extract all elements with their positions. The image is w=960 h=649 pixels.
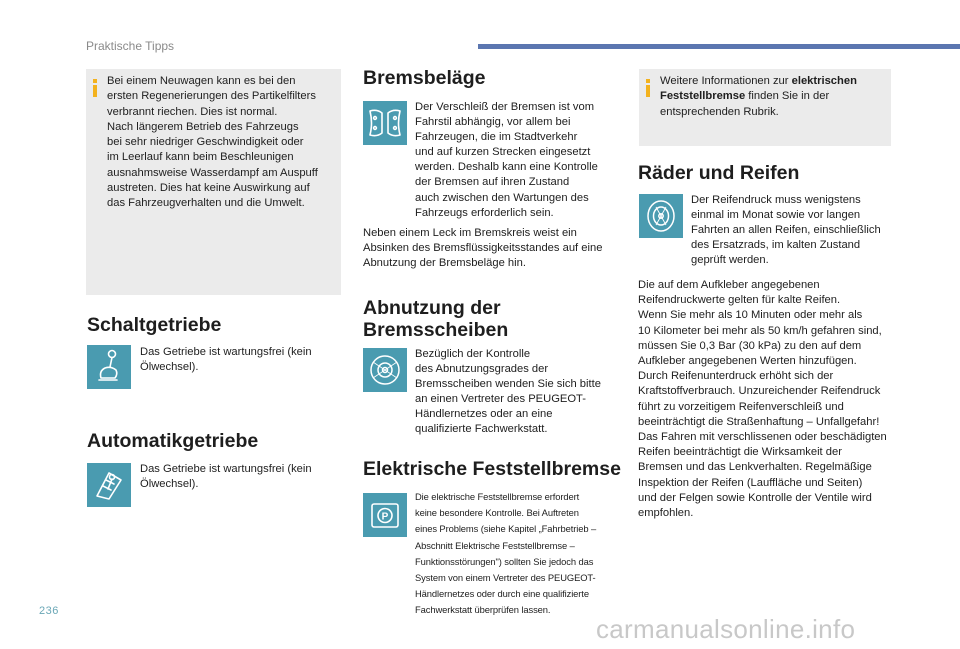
schaltgetriebe-text: Das Getriebe ist wartungsfrei (kein Ölwechsel). — [140, 346, 312, 374]
info-icon — [646, 79, 650, 97]
raeder-body: Die auf dem Aufkleber angegebenen Reifendruckwerte gelten für kalte Reifen. Wenn Sie mehr als 10 Minuten oder mehr als 10 Kilometer bei mehr als 50 km/h gefahren sind, müssen Sie 0,3 Bar (30 kPa) zu den auf dem Aufkleber angegebenen Werten hinzufügen. Durch Reifenunterdruck erhöht sich der Kraftstoffverbrauch. Unzureichender Reifendruck führt zu vorzeitigem Reifenverschleiß und beeinträchtigt die Straßenhaftung – Unfallgefahr! Das Fahren mit verschlissenen oder beschädigten Reifen beeinträchtigt die Wirksamkeit der Bremsen und das Lenkverhalten. Regelmäßige Inspektion der Reifen (Lauffläche und Seiten) und der Felgen sowie Kontrolle der Ventile wird empfohlen. — [638, 279, 887, 520]
heading-raeder-reifen: Räder und Reifen — [638, 162, 800, 184]
watermark: carmanualsonline.info — [596, 614, 856, 644]
page-number: 236 — [39, 605, 59, 617]
brake-pads-icon — [363, 101, 407, 145]
info-text-bold: elektrischen — [791, 75, 857, 87]
automatic-gearbox-icon — [87, 463, 131, 507]
electric-parking-brake-icon — [363, 493, 407, 537]
bremsbelaege-icon-text: Der Verschleiß der Bremsen ist vom Fahrstil abhängig, vor allem bei Fahrzeugen, die im Stadtverkehr und auf kurzen Strecken eingesetzt werden. Deshalb kann eine Kontrolle der Bremsen auf ihren Zustand auch zwischen den Wartungen des Fahrzeugs erforderlich sein. — [415, 101, 598, 219]
heading-bremsscheiben-line2: Bremsscheiben — [363, 319, 509, 341]
bremsscheiben-icon-text: Bezüglich der Kontrolle des Abnutzungsgrades der Bremsscheiben wenden Sie sich bitte an einen Vertreter des PEUGEOT- Händlernetzes oder an eine qualifizierte Fachwerkstatt. — [415, 348, 601, 436]
automatikgetriebe-text: Das Getriebe ist wartungsfrei (kein Ölwechsel). — [140, 463, 312, 491]
svg-text:P: P — [381, 511, 389, 523]
heading-automatikgetriebe: Automatikgetriebe — [87, 430, 259, 452]
brake-disc-icon — [363, 348, 407, 392]
tyre-icon — [639, 194, 683, 238]
heading-bremsbelaege: Bremsbeläge — [363, 67, 486, 89]
info-box-parking-brake — [639, 69, 891, 146]
feststellbremse-icon-text: Die elektrische Feststellbremse erfordert keine besondere Kontrolle. Bei Auftreten eines Problems (siehe Kapitel „Fahrbetrieb – Abschnitt Elektrische Feststellbremse – Funktionsstörungen") sollten Sie jedoch das System von einem Vertreter des PEUGEOT- Händlernetzes oder durch eine qualifizierte Fachwerkstatt überprüfen lassen. — [415, 491, 597, 616]
bremsbelaege-body: Neben einem Leck im Bremskreis weist ein Absinken des Bremsflüssigkeitsstandes auf eine Abnutzung der Bremsbeläge hin. — [363, 227, 603, 270]
info-text: Bei einem Neuwagen kann es bei den ersten Regenerierungen des Partikelfilters verbrannt riechen. Dies ist normal. Nach längerem Betrieb des Fahrzeugs bei sehr niedriger Geschwindigkeit oder im Leerlauf kann beim Beschleunigen ausnahmsweise Wasserdampf am Auspuff austreten. Dies hat keine Auswirkung auf das Fahrzeugverhalten und die Umwelt. — [107, 75, 318, 210]
header-bar — [478, 44, 960, 49]
info-text-part: finden Sie in der entsprechenden Rubrik. — [660, 90, 830, 118]
info-text-bold: Feststellbremse — [660, 90, 746, 103]
info-icon — [93, 79, 97, 97]
heading-feststellbremse: Elektrische Feststellbremse — [363, 458, 621, 480]
info-text-part: Weitere Informationen zur — [660, 75, 792, 87]
heading-bremsscheiben — [363, 297, 508, 341]
raeder-icon-text: Der Reifendruck muss wenigstens einmal im Monat sowie vor langen Fahrten an allen Reifen, einschließlich des Ersatzrads, im kalten Zustand geprüft werden. — [691, 194, 881, 267]
section-title: Praktische Tipps — [86, 39, 175, 53]
heading-bremsscheiben-line1: Abnutzung der — [363, 297, 501, 319]
heading-schaltgetriebe: Schaltgetriebe — [87, 314, 222, 336]
info-text — [660, 74, 857, 120]
manual-gearbox-icon — [87, 345, 131, 389]
info-box-particle-filter — [86, 69, 341, 295]
